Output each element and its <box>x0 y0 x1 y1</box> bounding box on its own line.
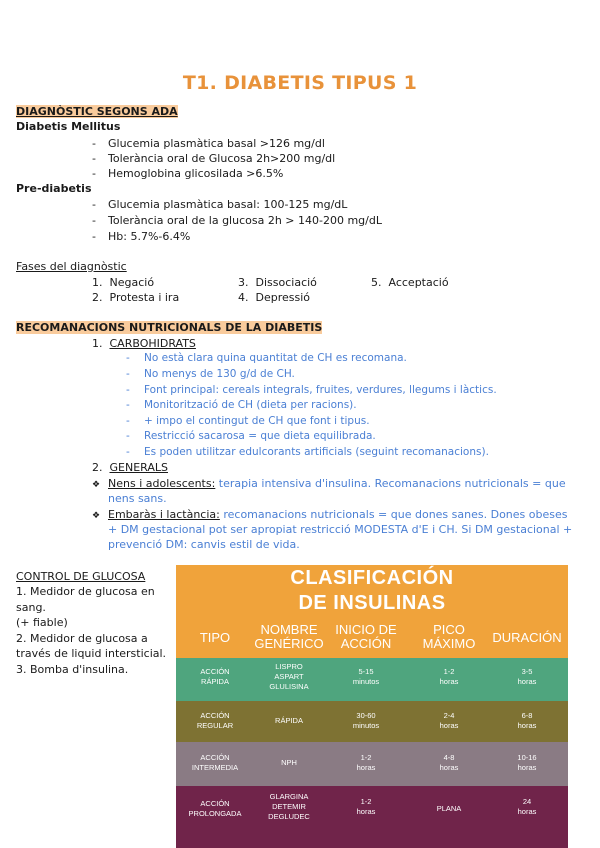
insulin-row-rapida <box>176 658 568 701</box>
carbo-item: - Font principal: cereals integrals, fruites, verdures, llegums i làctics. <box>126 384 497 396</box>
fase-item: 2. Protesta i ira <box>92 291 180 304</box>
control-text: 1. Medidor de glucosa en sang. (+ fiable) 2. Medidor de glucosa a través de liquid intersticial. 3. Bomba d'insulina. <box>16 585 167 676</box>
row-cell: RÁPIDA <box>275 716 303 725</box>
row-cell: 2-4 horas <box>439 711 459 730</box>
fase-item: 1. Negació <box>92 276 155 289</box>
insulin-row-prolongada <box>176 786 568 848</box>
generals-label: 2. GENERALS <box>92 461 168 474</box>
row-cell: ACCIÓN PROLONGADA <box>188 799 242 818</box>
prediabetis-label: Pre-diabetis <box>16 182 92 195</box>
embaras-paragraph: Embaràs i lactància: recomanacions nutricionals = que dones sanes. Dones obeses + DM gestacional pot ser apropiat restricció MODESTA d'E i CH. Si DM gestacional + prevenció DM: canvis estil de vida. <box>108 508 573 551</box>
row-cell: 1-2 horas <box>356 753 376 772</box>
row-cell: 4-8 horas <box>439 753 459 772</box>
row-cell: 1-2 horas <box>439 667 459 686</box>
dm-item: - Glucemia plasmàtica basal >126 mg/dl <box>92 137 325 150</box>
dm-item: - Tolerància oral de Glucosa 2h>200 mg/dl <box>92 152 336 165</box>
carbohidrats-label: 1. CARBOHIDRATS <box>92 337 196 350</box>
infographic-title-line1: CLASIFICACIÓN <box>290 567 454 589</box>
row-cell: 3-5 horas <box>517 667 537 686</box>
insulin-classification-infographic <box>176 565 568 848</box>
pre-item: - Glucemia plasmàtica basal: 100-125 mg/dL <box>92 198 348 211</box>
row-cell: 24 horas <box>517 797 537 816</box>
row-cell: 10-16 horas <box>517 753 537 772</box>
row-cell: NPH <box>281 758 297 767</box>
column-header-tipo: TIPO <box>199 630 231 645</box>
page-title: T1. DIABETIS TIPUS 1 <box>182 72 418 94</box>
row-cell: GLARGINA DETEMIR DEGLUDEC <box>268 792 310 821</box>
insulin-row-regular <box>176 701 568 742</box>
carbo-item: - No menys de 130 g/d de CH. <box>126 368 295 380</box>
nens-paragraph: Nens i adolescents: terapia intensiva d'insulina. Recomanacions nutricionals = que nens sans. <box>108 477 566 505</box>
recomanacions-heading-text: RECOMANACIONS NUTRICIONALS DE LA DIABETIS <box>16 321 323 334</box>
recomanacions-heading <box>16 320 322 335</box>
carbo-item: - No està clara quina quantitat de CH es recomana. <box>126 352 407 364</box>
row-cell: 1-2 horas <box>356 797 376 816</box>
carbo-item: - Restricció sacarosa = que dieta equilibrada. <box>126 430 376 442</box>
row-cell: LISPRO ASPART GLULISINA <box>269 662 309 691</box>
fases-heading: Fases del diagnòstic <box>16 260 127 273</box>
insulin-row-intermedia <box>176 742 568 786</box>
fase-item: 5. Acceptació <box>371 276 449 289</box>
dm-label: Diabetis Mellitus <box>16 120 121 133</box>
diamond-bullet-icon: ❖ <box>92 511 101 521</box>
control-heading: CONTROL DE GLUCOSA <box>16 570 146 583</box>
infographic-title-line2: DE INSULINAS <box>298 592 446 614</box>
carbo-item: - Es poden utilitzar edulcorants artificials (seguint recomanacions). <box>126 446 489 458</box>
column-header-inicio: INICIO DE ACCIÓN <box>335 622 397 651</box>
row-cell: ACCIÓN REGULAR <box>196 711 234 730</box>
diamond-bullet-icon: ❖ <box>92 480 101 490</box>
fase-item: 4. Depressió <box>238 291 311 304</box>
column-header-pico: PICO MÁXIMO <box>422 622 476 651</box>
diagnostic-heading <box>16 104 178 119</box>
dm-item: - Hemoglobina glicosilada >6.5% <box>92 167 284 180</box>
carbo-item: - Monitorització de CH (dieta per racions). <box>126 399 357 411</box>
row-cell: ACCIÓN INTERMEDIA <box>191 753 239 772</box>
diagnostic-heading-text: DIAGNÒSTIC SEGONS ADA <box>16 105 178 118</box>
pre-item: - Hb: 5.7%-6.4% <box>92 230 191 243</box>
row-cell: 5-15 minutos <box>352 667 380 686</box>
row-cell: ACCIÓN RÁPIDA <box>200 667 230 686</box>
pre-item: - Tolerància oral de la glucosa 2h > 140-200 mg/dL <box>92 214 382 227</box>
fase-item: 3. Dissociació <box>238 276 317 289</box>
row-cell: 30-60 minutos <box>352 711 380 730</box>
row-cell: PLANA <box>436 804 462 813</box>
carbo-item: - + impo el contingut de CH que font i tipus. <box>126 415 370 427</box>
column-header-nombre: NOMBRE GENÉRICO <box>254 622 324 651</box>
column-header-duracion: DURACIÓN <box>492 630 562 645</box>
row-cell: 6-8 horas <box>517 711 537 730</box>
